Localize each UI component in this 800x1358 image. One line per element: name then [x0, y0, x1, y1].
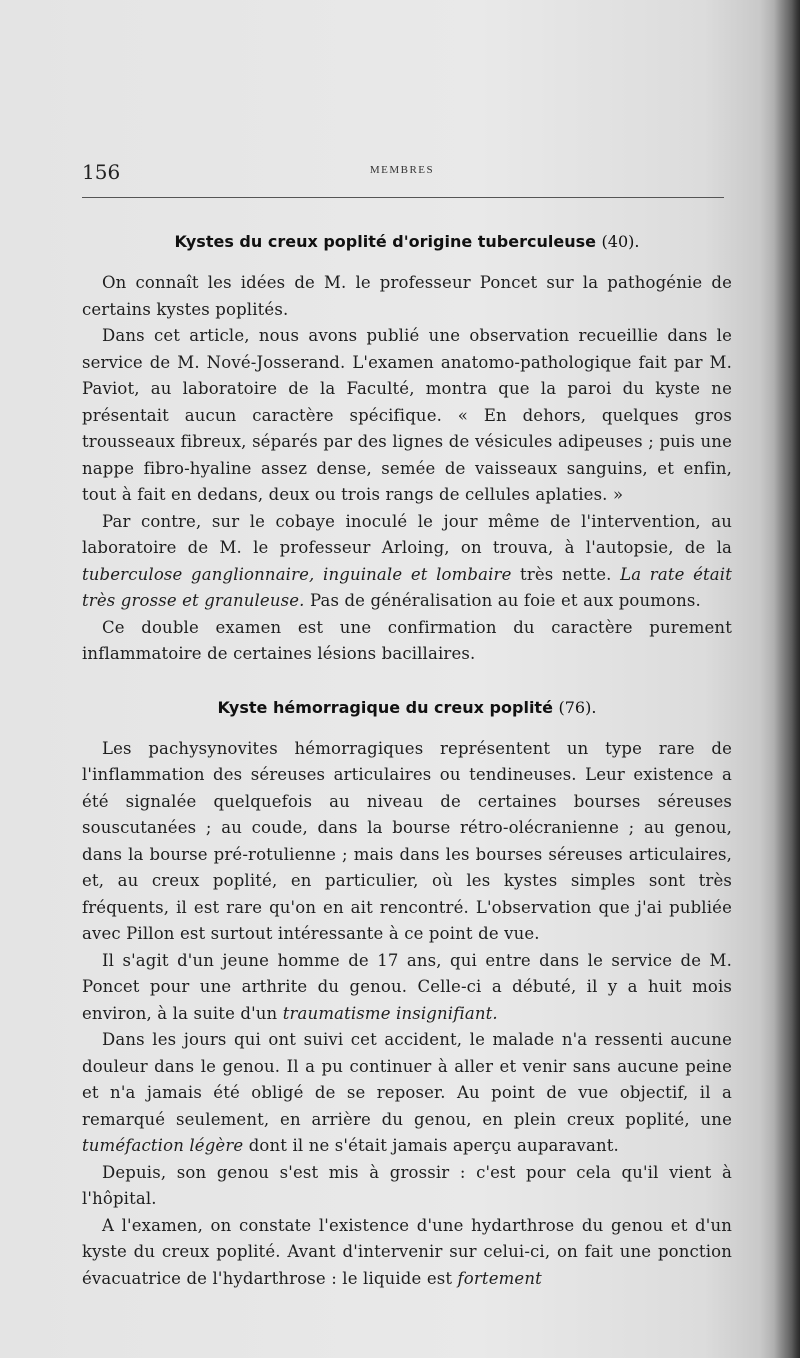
section-heading-text: Kyste hémorragique du creux poplité [217, 697, 553, 717]
paragraph [82, 948, 732, 1028]
text-run: Par contre, sur le cobaye inoculé le jour même de l'intervention, au laboratoire de M. le professeur Arloing, on trouva, à l'autopsie, de la [82, 511, 732, 557]
paragraph: Ce double examen est une confirmation du caractère purement inflammatoire de certaines lésions bacillaires. [82, 617, 732, 663]
italic-run: tuméfaction légère [82, 1136, 244, 1155]
paragraph: Les pachysynovites hémorragiques représentent un type rare de l'inflammation des séreuses articulaires ou tendineuses. Leur existence a été signalée quelquefois au niveau de certaines bourses séreuses souscutanées ; au coude, dans la bourse rétro-olécranienne ; au genou, dans la bourse pré-rotulienne ; mais dans les bourses séreuses articulaires, et, au creux poplité, en particulier, où les kystes simples sont très fréquents, il est rare qu'on en ait rencontré. L'observation que j'ai publiée avec Pillon est surtout intéressante à ce point de vue. [82, 738, 732, 943]
text-run: très nette. [511, 564, 621, 584]
italic-run: traumatisme insignifiant. [282, 1003, 498, 1023]
page-gutter-shadow [774, 0, 800, 1358]
section-reference: (76). [558, 697, 597, 717]
paragraph: Depuis, son genou s'est mis à grossir : c'est pour cela qu'il vient à l'hôpital. [82, 1162, 732, 1208]
running-title: MEMBRES [369, 164, 435, 176]
italic-run: fortement [457, 1268, 542, 1288]
text-run: Dans les jours qui ont suivi cet accident, le malade n'a ressenti aucune douleur dans le genou. Il a pu continuer à aller et venir sans aucune peine et n'a jamais été obligé de se reposer. Au point de vue objectif, il a remarqué seulement, en arrière du genou, en plein creux poplité, une [82, 1030, 732, 1129]
paragraph [82, 1027, 732, 1160]
section-reference: (40). [601, 232, 640, 251]
section-heading-tuberculous-cysts [82, 228, 732, 256]
paragraph [82, 1213, 732, 1293]
italic-run: tuberculose ganglionnaire, inguinale et lombaire [82, 564, 512, 584]
text-run: Pas de généralisation au foie et aux poumons. [304, 591, 701, 610]
section-heading-hemorrhagic-cyst [82, 694, 732, 722]
page-number: 156 [82, 160, 121, 184]
page-header [82, 160, 722, 188]
paragraph: Dans cet article, nous avons publié une observation recueillie dans le service de M. Nové-Josserand. L'examen anatomo-pathologique fait par M. Paviot, au laboratoire de la Faculté, montra que la paroi du kyste ne présentait aucun caractère spécifique. « En dehors, quelques gros trousseaux fibreux, séparés par des lignes de vésicules adipeuses ; puis une nappe fibro-hyaline assez dense, semée de vaisseaux sanguins, et enfin, tout à fait en dedans, deux ou trois rangs de cellules aplaties. » [82, 326, 732, 504]
page-body [82, 228, 732, 1292]
text-run: dont il ne s'était jamais aperçu auparavant. [243, 1136, 619, 1155]
paragraph: On connaît les idées de M. le professeur Poncet sur la pathogénie de certains kystes poplités. [82, 273, 732, 319]
italic-run: La rate était très grosse et granuleuse. [82, 564, 732, 610]
text-run: Il s'agit d'un jeune homme de 17 ans, qui entre dans le service de M. Poncet pour une arthrite du genou. Celle-ci a débuté, il y a huit mois environ, à la suite d'un [82, 950, 732, 1023]
text-run: A l'examen, on constate l'existence d'une hydarthrose du genou et d'un kyste du creux poplité. Avant d'intervenir sur celui-ci, on fait une ponction évacuatrice de l'hydarthrose : le liquide est [82, 1215, 732, 1288]
section-heading-text: Kystes du creux poplité d'origine tuberculeuse [174, 232, 596, 251]
paragraph [82, 509, 732, 615]
header-rule [82, 197, 724, 198]
